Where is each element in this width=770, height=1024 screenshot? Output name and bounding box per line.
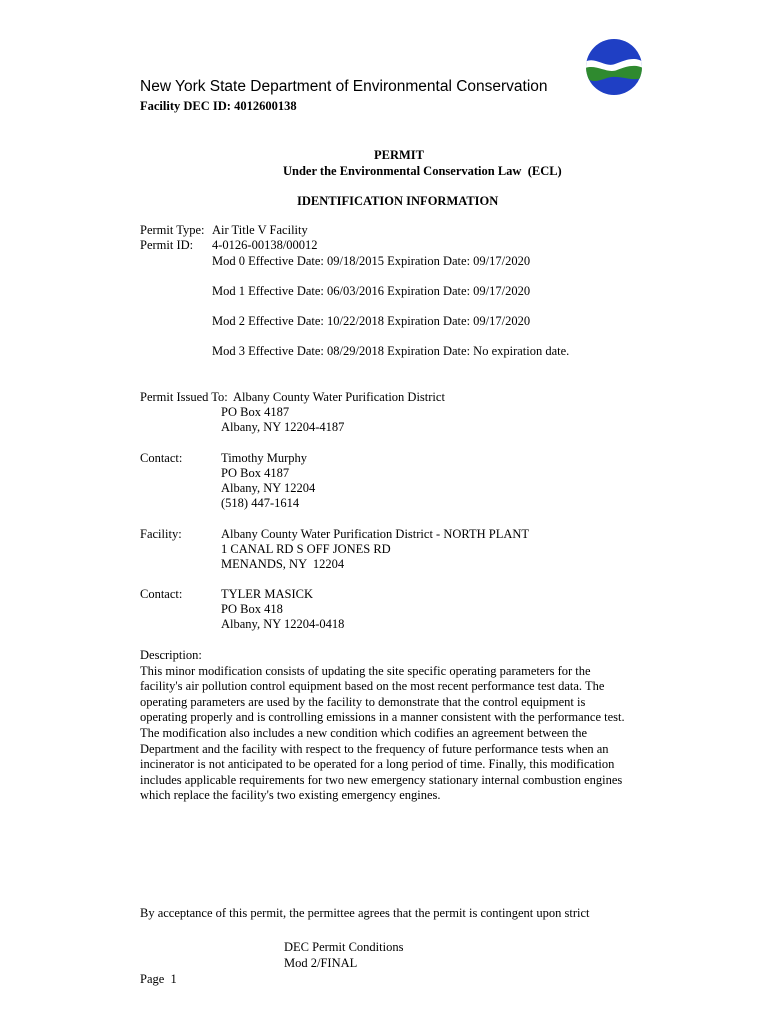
issued-to-name: Albany County Water Purification District [233,390,445,404]
dec-logo-icon [585,38,643,96]
contact-name: Timothy Murphy [221,451,308,465]
description-line: operating parameters are used by the facility to demonstrate that the control equipment is [140,694,586,709]
mod-status-label: Mod 2/FINAL [284,956,358,970]
contact-address-line: PO Box 4187 [221,466,290,480]
description-block [140,648,640,804]
description-line: operating properly and is controlling emissions in a manner consistent with the performance test. [140,710,625,725]
mod-line: Mod 0 Effective Date: 09/18/2015 Expiration Date: 09/17/2020 [212,254,531,268]
permit-title: PERMIT [374,148,424,162]
contact-label: Contact: [140,587,183,601]
description-line: facility's air pollution control equipment based on the most recent performance test data. The [140,679,605,694]
facility-address-line: MENANDS, NY 12204 [221,557,345,571]
issued-to-address-line: Albany, NY 12204-4187 [221,420,345,434]
facility-address-line: 1 CANAL RD S OFF JONES RD [221,542,391,556]
agency-title: New York State Department of Environmental Conservation [140,78,548,95]
mod-line: Mod 2 Effective Date: 10/22/2018 Expiration Date: 09/17/2020 [212,314,531,328]
issued-to-address-line: PO Box 4187 [221,405,290,419]
facility-name: Albany County Water Purification District - NORTH PLANT [221,527,530,541]
permit-subtitle: Under the Environmental Conservation Law (ECL) [283,164,562,178]
acceptance-text: By acceptance of this permit, the permittee agrees that the permit is contingent upon strict [140,906,590,920]
mod-line: Mod 1 Effective Date: 06/03/2016 Expiration Date: 09/17/2020 [212,284,531,298]
contact-address-line: Albany, NY 12204 [221,481,316,495]
issued-to-label: Permit Issued To: [140,390,228,404]
page-number: Page 1 [140,972,177,986]
facility-label: Facility: [140,527,182,541]
permit-type-value: Air Title V Facility [212,223,308,237]
permit-id-label: Permit ID: [140,238,194,252]
description-line: Department and the facility with respect to the frequency of future performance tests when an [140,741,609,756]
description-line: which replace the facility's two existing emergency engines. [140,788,441,803]
contact-phone: (518) 447-1614 [221,496,300,510]
permit-type-label: Permit Type: [140,223,205,237]
permit-conditions-label: DEC Permit Conditions [284,940,404,954]
description-line: The modification also includes a new condition which codifies an agreement between the [140,725,588,740]
contact-name: TYLER MASICK [221,587,314,601]
contact-address-line: Albany, NY 12204-0418 [221,617,345,631]
description-line: incinerator is not anticipated to be operated for a long period of time. Finally, this modification [140,757,615,772]
section-heading: IDENTIFICATION INFORMATION [297,194,499,208]
contact-label: Contact: [140,451,183,465]
permit-id-value: 4-0126-00138/00012 [212,238,318,252]
mod-line: Mod 3 Effective Date: 08/29/2018 Expiration Date: No expiration date. [212,344,570,358]
description-line: includes applicable requirements for two new emergency stationary internal combustion engines [140,772,623,787]
facility-dec-id: Facility DEC ID: 4012600138 [140,99,297,113]
contact-address-line: PO Box 418 [221,602,283,616]
description-line: This minor modification consists of updating the site specific operating parameters for the [140,663,591,678]
description-label: Description: [140,648,202,662]
